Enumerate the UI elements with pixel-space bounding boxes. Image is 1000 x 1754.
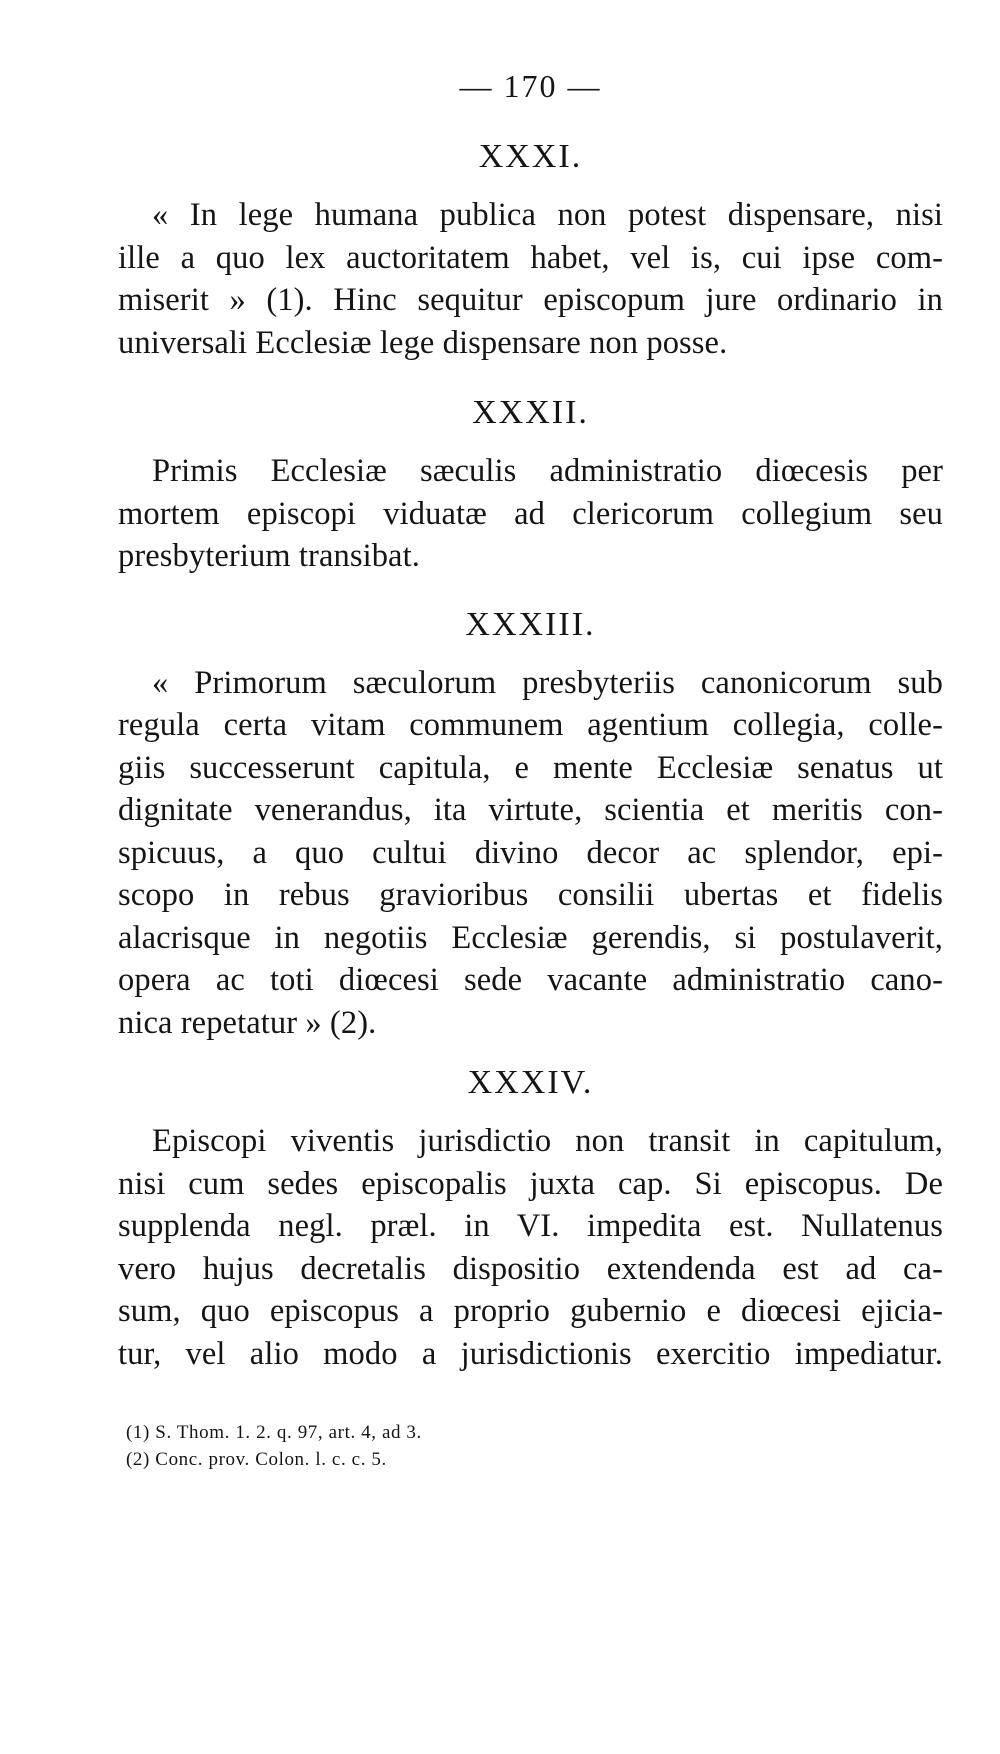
text-line: miserit » (1). Hinc sequitur episcopum jure ordinario in bbox=[118, 282, 943, 318]
page bbox=[118, 70, 943, 1473]
section-heading: XXXI. bbox=[478, 138, 583, 175]
section-xxxiv bbox=[118, 1066, 943, 1375]
text-line: opera ac toti diœcesi sede vacante administratio cano- bbox=[118, 962, 943, 998]
text-line: tur, vel alio modo a jurisdictionis exercitio impediatur. bbox=[118, 1335, 943, 1372]
section-text bbox=[118, 194, 943, 364]
section-text bbox=[118, 662, 943, 1045]
footnotes bbox=[126, 1419, 943, 1473]
text-line: spicuus, a quo cultui divino decor ac splendor, epi- bbox=[118, 834, 943, 871]
text-line: scopo in rebus gravioribus consilii ubertas et fidelis bbox=[118, 877, 943, 913]
footnote: (1) S. Thom. 1. 2. q. 97, art. 4, ad 3. bbox=[126, 1422, 422, 1443]
text-line: mortem episcopi viduatæ ad clericorum collegium seu bbox=[118, 495, 943, 532]
text-line: « In lege humana publica non potest dispensare, nisi bbox=[152, 197, 943, 233]
text-line: dignitate venerandus, ita virtute, scientia et meritis con- bbox=[118, 792, 943, 828]
text-line: supplenda negl. præl. in VI. impedita est. Nullatenus bbox=[118, 1208, 943, 1244]
section-text bbox=[118, 450, 943, 578]
text-line: ille a quo lex auctoritatem habet, vel is, cui ipse com- bbox=[118, 239, 943, 276]
text-line: nisi cum sedes episcopalis juxta cap. Si episcopus. De bbox=[118, 1165, 943, 1202]
text-line: regula certa vitam communem agentium collegia, colle- bbox=[118, 707, 943, 743]
text-line: vero hujus decretalis dispositio extendenda est ad ca- bbox=[118, 1250, 943, 1287]
text-line: giis successerunt capitula, e mente Ecclesiæ senatus ut bbox=[118, 749, 943, 786]
footnote: (2) Conc. prov. Colon. l. c. c. 5. bbox=[126, 1449, 387, 1470]
section-heading: XXXIV. bbox=[467, 1064, 594, 1101]
text-line: Primis Ecclesiæ sæculis administratio diœcesis per bbox=[152, 453, 943, 489]
page-number: — 170 — bbox=[459, 68, 602, 104]
text-line: Episcopi viventis jurisdictio non transit in capitulum, bbox=[152, 1123, 943, 1159]
section-heading: XXXII. bbox=[472, 394, 589, 431]
section-text bbox=[118, 1120, 943, 1375]
section-xxxii bbox=[118, 396, 943, 578]
text-line: nica repetatur » (2). bbox=[118, 1004, 377, 1041]
text-line: alacrisque in negotiis Ecclesiæ gerendis, si postulaverit, bbox=[118, 919, 943, 956]
text-line: « Primorum sæculorum presbyteriis canonicorum sub bbox=[152, 664, 943, 701]
text-line: universali Ecclesiæ lege dispensare non posse. bbox=[118, 324, 728, 361]
section-xxxi bbox=[118, 140, 943, 364]
text-line: presbyterium transibat. bbox=[118, 538, 420, 574]
text-line: sum, quo episcopus a proprio gubernio e diœcesi ejicia- bbox=[118, 1293, 943, 1329]
section-heading: XXXIII. bbox=[465, 605, 596, 643]
section-xxxiii bbox=[118, 605, 943, 1045]
